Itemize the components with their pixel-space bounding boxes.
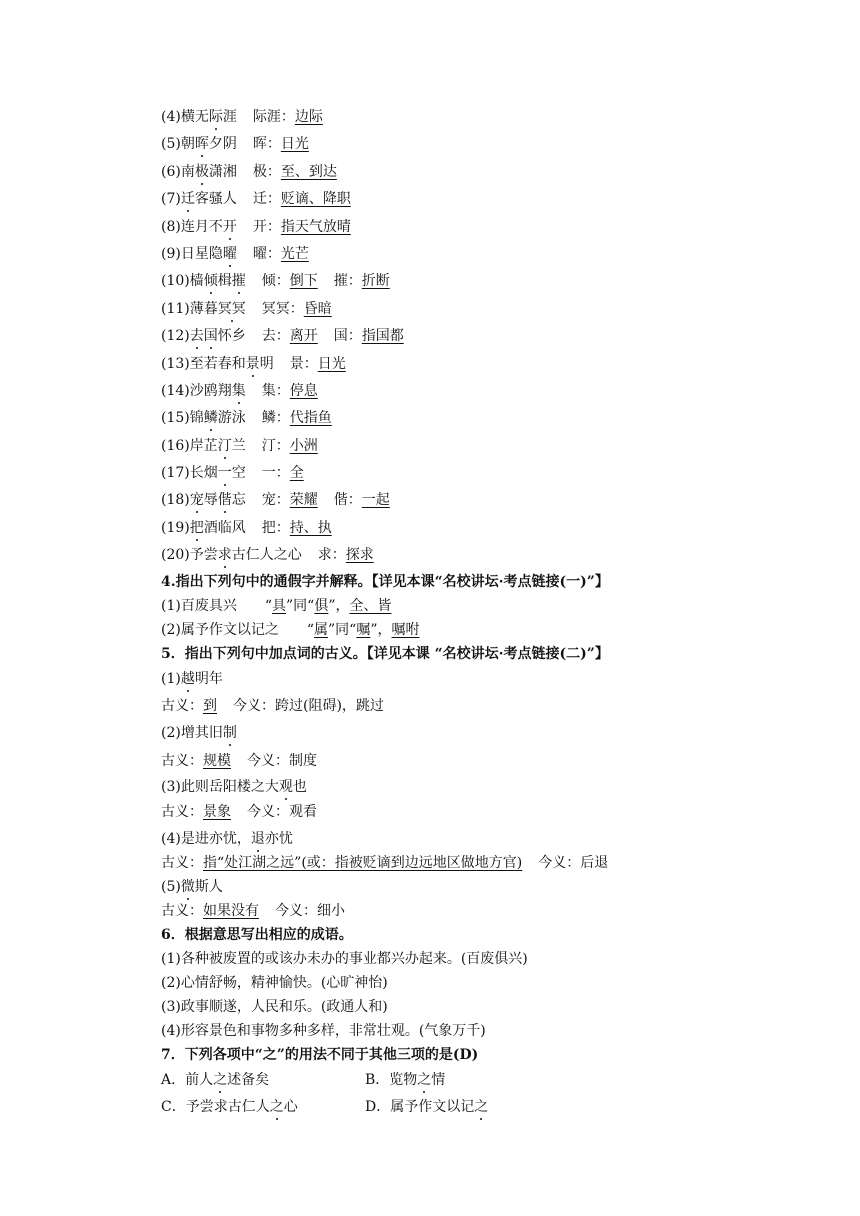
document-page (161, 104, 821, 1121)
dotted-char: 宠 (189, 492, 204, 509)
vocab-item-14: (14)沙鸥翔集 集：停息 (161, 382, 318, 399)
dotted-char: 退 (250, 830, 265, 847)
dotted-char: 迁 (180, 191, 195, 208)
answer: 日光 (317, 355, 346, 372)
question-5-heading: 5．指出下列句中加点词的古义。【详见本课 “名校讲坛·考点链接(二)”】 (161, 645, 609, 662)
answer: 指国都 (361, 328, 404, 345)
vocab-item-18: (18)宠辱偕忘 宠：荣耀 偕：一起 (161, 492, 390, 509)
answer: 如果没有 (203, 902, 259, 919)
question-5-answer-2: 古义：规模 今义：制度 (161, 752, 317, 769)
answer: 折断 (361, 273, 390, 290)
option-b: B．览物之情 (365, 1071, 446, 1088)
vocab-item-8: (8)连月不开 开：指天气放晴 (161, 218, 351, 235)
answer: 持、执 (289, 519, 332, 536)
vocab-item-11: (11)薄暮冥冥 冥冥：昏暗 (161, 300, 332, 317)
answer: 贬谪、降职 (280, 191, 351, 208)
vocab-item-13: (13)至若春和景明 景：日光 (161, 355, 346, 372)
answer: 全 (289, 465, 304, 482)
question-5-item-5: (5)微斯人 (161, 878, 223, 895)
question-5-item-1: (1)越明年 (161, 670, 223, 687)
answer: 日光 (280, 136, 309, 153)
answer: 离开 (289, 328, 318, 345)
vocab-item-10: (10)樯倾楫摧 倾：倒下 摧：折断 (161, 273, 390, 290)
answer: 景象 (203, 804, 231, 821)
question-6-item-3: (3)政事顺遂，人民和乐。(政通人和) (161, 998, 388, 1015)
question-6-item-4: (4)形容景色和事物多种多样，非常壮观。(气象万千) (161, 1022, 486, 1039)
dotted-char: 开 (222, 218, 237, 235)
answer: 探求 (345, 547, 374, 564)
dotted-char: 观 (278, 779, 293, 796)
dotted-char: 之 (269, 1098, 284, 1115)
dotted-char: 越 (180, 670, 195, 687)
answer: 全、皆 (349, 597, 392, 614)
answer: 代指鱼 (289, 410, 332, 427)
dotted-char: 冥冥 (217, 300, 246, 317)
answer: 昏暗 (303, 300, 332, 317)
question-5-item-2: (2)增其旧制 (161, 725, 237, 742)
answer: 荣耀 (289, 492, 318, 509)
question-5-item-4: (4)是进亦忧，退亦忧 (161, 830, 293, 847)
dotted-char: 集 (231, 382, 246, 399)
dotted-char: 汀 (217, 437, 232, 454)
vocab-item-5: (5)朝晖夕阴 晖：日光 (161, 136, 309, 153)
question-4-item-2: (2)属予作文以记之 “属”同“嘱”，嘱咐 (161, 621, 420, 638)
question-6-heading: 6．根据意思写出相应的成语。 (161, 926, 353, 943)
question-6-item-1: (1)各种被废置的或该办未办的事业都兴办起来。(百废俱兴) (161, 950, 528, 967)
dotted-char: 去 (189, 328, 204, 345)
answer: 指“处江湖之远”(或：指被贬谪到边远地区做地方官) (203, 854, 523, 871)
question-7-heading: 7．下列各项中“之”的用法不同于其他三项的是(D) (161, 1046, 479, 1063)
question-7-options-row-2 (161, 1094, 821, 1121)
question-7-options-row-1 (161, 1067, 821, 1094)
vocab-item-12: (12)去国怀乡 去：离开 国：指国都 (161, 328, 404, 345)
dotted-char: 把 (189, 519, 204, 536)
answer: 边际 (294, 109, 323, 125)
question-4-item-1: (1)百废具兴 “具”同“俱”，全、皆 (161, 597, 392, 614)
vocab-item-19: (19)把酒临风 把：持、执 (161, 519, 332, 536)
dotted-char: 摧 (231, 273, 246, 290)
answer: 到 (203, 698, 217, 715)
dotted-char: 偕 (217, 492, 232, 509)
dotted-char: 鳞 (203, 410, 218, 427)
dotted-char: 之 (417, 1071, 432, 1088)
dotted-char: 一 (217, 465, 232, 482)
answer: 嘱咐 (391, 621, 420, 638)
question-5-answer-4: 古义：指“处江湖之远”(或：指被贬谪到边远地区做地方官) 今义：后退 (161, 854, 609, 871)
dotted-char: 之 (213, 1071, 228, 1088)
answer: 至、到达 (280, 163, 337, 180)
vocab-item-17: (17)长烟一空 一：全 (161, 465, 304, 482)
vocab-item-7: (7)迁客骚人 迁：贬谪、降职 (161, 191, 351, 208)
question-5-answer-3: 古义：景象 今义：观看 (161, 804, 317, 821)
dotted-char: 制 (222, 725, 237, 742)
option-c: C．予尝求古仁人之心 (161, 1098, 298, 1115)
vocab-item-4: (4)横无际涯 际涯：边际 (161, 109, 323, 125)
question-5-item-3: (3)此则岳阳楼之大观也 (161, 779, 307, 796)
vocab-item-6: (6)南极潇湘 极：至、到达 (161, 163, 337, 180)
option-a: A．前人之述备矣 (161, 1071, 270, 1088)
answer: 倒下 (289, 273, 318, 290)
answer: 一起 (361, 492, 390, 509)
question-5-answer-5: 古义：如果没有 今义：细小 (161, 902, 345, 919)
dotted-char: 晖 (194, 136, 209, 153)
vocab-item-9: (9)日星隐曜 曜：光芒 (161, 245, 309, 262)
answer: 停息 (289, 382, 318, 399)
answer: 光芒 (280, 245, 309, 262)
question-6-item-2: (2)心情舒畅，精神愉快。(心旷神怡) (161, 974, 388, 991)
question-5-answer-1: 古义：到 今义：跨过(阻碍)，跳过 (161, 698, 384, 715)
dotted-char: 微 (180, 878, 195, 895)
vocab-item-15: (15)锦鳞游泳 鳞：代指鱼 (161, 410, 332, 427)
dotted-char: 曜 (222, 245, 237, 262)
question-4-heading: 4.指出下列句中的通假字并解释。【详见本课“名校讲坛·考点链接(一)”】 (161, 573, 609, 590)
dotted-char: 极 (194, 163, 209, 180)
vocab-item-16: (16)岸芷汀兰 汀：小洲 (161, 437, 318, 454)
dotted-char: 际 (208, 109, 223, 125)
option-d: D．属予作文以记之 (365, 1098, 489, 1115)
dotted-char: 国 (203, 328, 218, 345)
answer: 小洲 (289, 437, 318, 454)
answer: 规模 (203, 752, 231, 769)
answer: 指天气放晴 (280, 218, 351, 235)
dotted-char: 求 (217, 547, 232, 564)
vocab-item-20: (20)予尝求古仁人之心 求：探求 (161, 547, 374, 564)
dotted-char: 之 (474, 1098, 489, 1115)
dotted-char: 景 (245, 355, 260, 372)
dotted-char: 倾 (203, 273, 218, 290)
